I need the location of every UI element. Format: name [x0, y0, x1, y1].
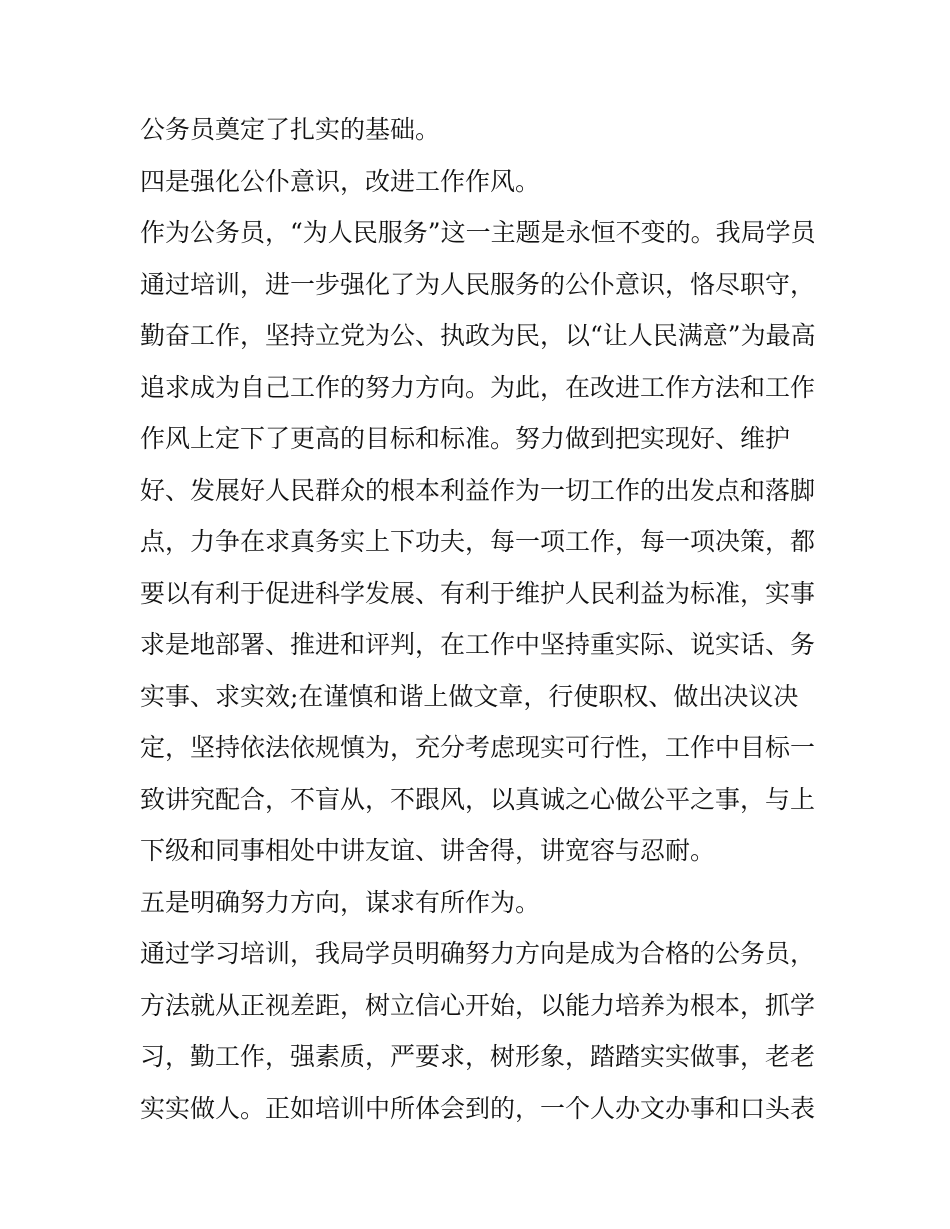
text-line: 致讲究配合，不盲从，不跟风，以真诚之心做公平之事，与上	[140, 784, 816, 814]
text-line: 实实做人。正如培训中所体会到的，一个人办文办事和口头表	[140, 1093, 816, 1123]
text-line: 公务员奠定了扎实的基础。	[140, 115, 441, 144]
text-line: 点，力争在求真务实上下功夫，每一项工作，每一项决策，都	[140, 527, 816, 556]
text-line: 作风上定下了更高的目标和标准。努力做到把实现好、维护	[140, 424, 791, 453]
text-line: 好、发展好人民群众的根本利益作为一切工作的出发点和落脚	[140, 475, 816, 505]
text-line: 习，勤工作，强素质，严要求，树形象，踏踏实实做事，老老	[140, 1042, 816, 1071]
text-line: 下级和同事相处中讲友谊、讲舍得，讲宽容与忍耐。	[140, 836, 716, 865]
text-line: 求是地部署、推进和评判，在工作中坚持重实际、说实话、务	[140, 630, 816, 659]
text-line: 定，坚持依法依规慎为，充分考虑现实可行性，工作中目标一	[140, 733, 816, 762]
section-heading-5: 五是明确努力方向，谋求有所作为。	[140, 887, 541, 917]
text-line: 作为公务员，“为人民服务”这一主题是永恒不变的。我局学员	[140, 218, 816, 247]
text-line: 通过培训，进一步强化了为人民服务的公仆意识，恪尽职守，	[140, 269, 816, 299]
text-line: 勤奋工作，坚持立党为公、执政为民，以“让人民满意”为最高	[140, 321, 816, 350]
section-heading-4: 四是强化公仆意识，改进工作作风。	[140, 166, 541, 196]
text-line: 实事、求实效;在谨慎和谐上做文章，行使职权、做出决议决	[140, 681, 799, 711]
document-body	[140, 104, 820, 1134]
text-line: 通过学习培训，我局学员明确努力方向是成为合格的公务员，	[140, 939, 816, 968]
text-line: 追求成为自己工作的努力方向。为此，在改进工作方法和工作	[140, 372, 816, 402]
text-line: 方法就从正视差距，树立信心开始，以能力培养为根本，抓学	[140, 990, 816, 1020]
text-line: 要以有利于促进科学发展、有利于维护人民利益为标准，实事	[140, 578, 816, 608]
